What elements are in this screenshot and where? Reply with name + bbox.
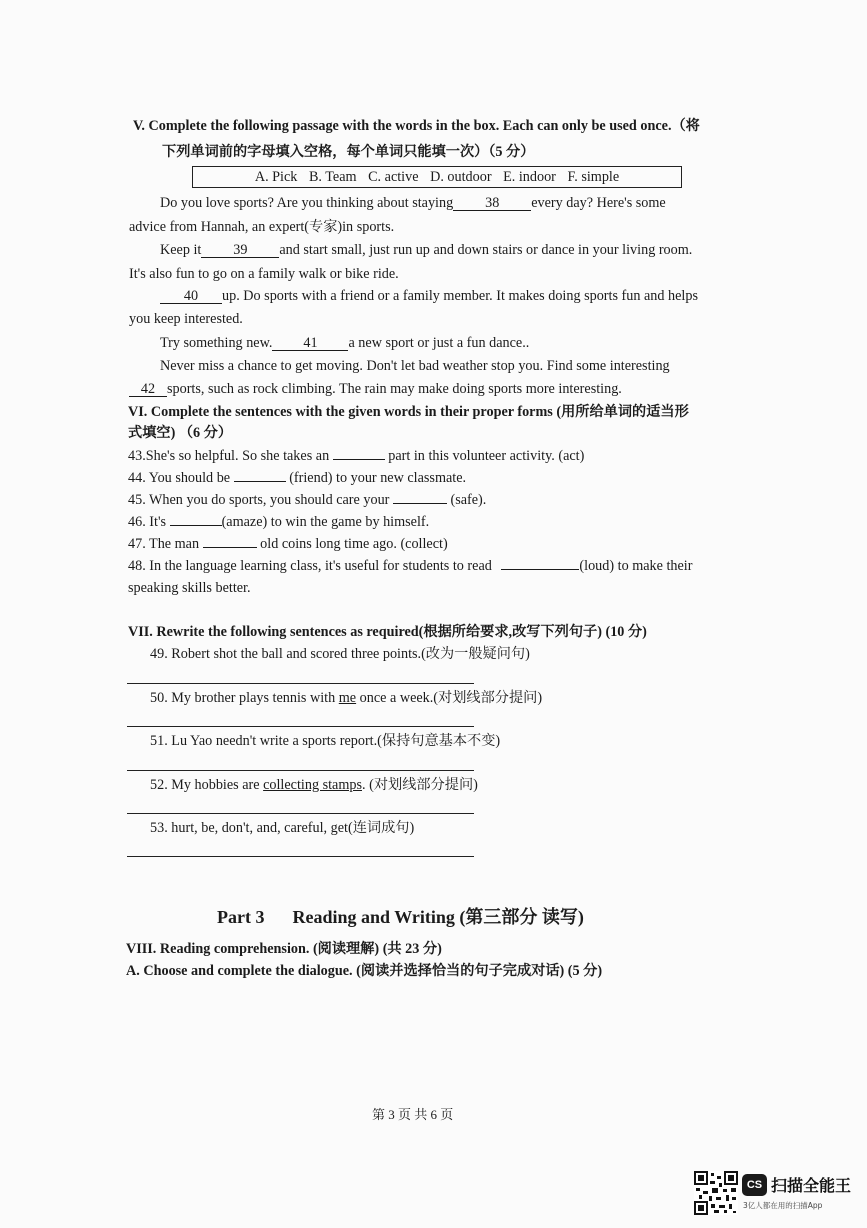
passage-line: you keep interested.: [129, 311, 243, 327]
blank-43[interactable]: [333, 459, 385, 460]
question-48: 48. In the language learning class, it's useful for students to read (loud) to make their: [128, 558, 693, 574]
section5-heading-cont: 下列单词前的字母填入空格，每个单词只能填一次）（5 分）: [162, 144, 535, 160]
underlined-word: me: [338, 690, 357, 706]
answer-line-51[interactable]: [127, 770, 474, 771]
word-option: E. indoor: [503, 169, 556, 185]
section8-heading: VIII. Reading comprehension. (阅读理解) (共 23 分): [126, 941, 442, 957]
question-53: 53. hurt, be, don't, and, careful, get(连词成句): [150, 820, 415, 836]
blank-45[interactable]: [393, 503, 447, 504]
answer-line-50[interactable]: [127, 726, 474, 727]
question-45: 45. When you do sports, you should care your (safe).: [128, 492, 487, 508]
camscanner-logo-icon: CS: [742, 1174, 767, 1196]
section8a-heading: A. Choose and complete the dialogue. (阅读并选择恰当的句子完成对话) (5 分): [126, 963, 603, 979]
section6-heading-cont: 式填空) （6 分）: [128, 425, 233, 441]
blank-38[interactable]: 38: [453, 196, 531, 211]
question-49: 49. Robert shot the ball and scored three points.(改为一般疑问句): [150, 646, 530, 662]
blank-46[interactable]: [170, 525, 222, 526]
answer-line-49[interactable]: [127, 683, 474, 684]
question-52: 52. My hobbies are collecting stamps. (对划线部分提问): [150, 777, 478, 793]
passage-line: 42 sports, such as rock climbing. The rain may make doing sports more interesting.: [129, 380, 622, 398]
passage-line: It's also fun to go on a family walk or bike ride.: [129, 266, 399, 282]
part3-title: Part 3 Reading and Writing (第三部分 读写): [217, 907, 584, 927]
question-51: 51. Lu Yao needn't write a sports report.(保持句意基本不变): [150, 733, 501, 749]
word-option: C. active: [368, 169, 419, 185]
passage-line: Do you love sports? Are you thinking about staying 38 every day? Here's some: [160, 195, 666, 211]
section7-heading: VII. Rewrite the following sentences as required(根据所给要求,改写下列句子) (10 分): [128, 624, 647, 640]
question-46: 46. It's (amaze) to win the game by himself.: [128, 514, 430, 530]
blank-41[interactable]: 41: [272, 336, 348, 351]
question-50: 50. My brother plays tennis with me once a week.(对划线部分提问): [150, 690, 543, 706]
qr-code-icon: [694, 1171, 738, 1215]
question-43: 43.She's so helpful. So she takes an part in this volunteer activity. (act): [128, 448, 585, 464]
question-48-cont: speaking skills better.: [128, 580, 251, 596]
section5-heading: V. Complete the following passage with the words in the box. Each can only be used once.（将: [133, 118, 700, 134]
answer-line-53[interactable]: [127, 856, 474, 857]
passage-line: Keep it 39 and start small, just run up and down stairs or dance in your living room.: [160, 242, 693, 258]
page-number: 第 3 页 共 6 页: [372, 1107, 454, 1122]
word-option: D. outdoor: [430, 169, 492, 185]
blank-42[interactable]: 42: [129, 382, 167, 397]
passage-line: 40 up. Do sports with a friend or a family member. It makes doing sports fun and helps: [160, 287, 698, 305]
blank-40[interactable]: 40: [160, 289, 222, 304]
underlined-phrase: collecting stamps: [263, 777, 362, 793]
question-44: 44. You should be (friend) to your new classmate.: [128, 470, 467, 486]
passage-line: Try something new. 41 a new sport or just a fun dance..: [160, 335, 530, 351]
question-47: 47. The man old coins long time ago. (collect): [128, 536, 448, 552]
scanner-app-name: 扫描全能王: [771, 1176, 852, 1195]
blank-47[interactable]: [203, 547, 257, 548]
blank-48[interactable]: [501, 569, 579, 570]
blank-44[interactable]: [234, 481, 286, 482]
blank-39[interactable]: 39: [201, 243, 279, 258]
passage-line: Never miss a chance to get moving. Don't let bad weather stop you. Find some interesting: [160, 358, 670, 374]
word-option: B. Team: [308, 169, 357, 185]
section6-heading: VI. Complete the sentences with the given words in their proper forms (用所给单词的适当形: [128, 404, 689, 420]
answer-line-52[interactable]: [127, 813, 474, 814]
word-box: [192, 166, 682, 188]
word-option: A. Pick: [254, 169, 298, 185]
passage-line: advice from Hannah, an expert(专家)in sports.: [129, 219, 395, 235]
word-option: F. simple: [567, 169, 620, 185]
scanner-tagline: 3亿人都在用的扫描App: [743, 1201, 823, 1210]
